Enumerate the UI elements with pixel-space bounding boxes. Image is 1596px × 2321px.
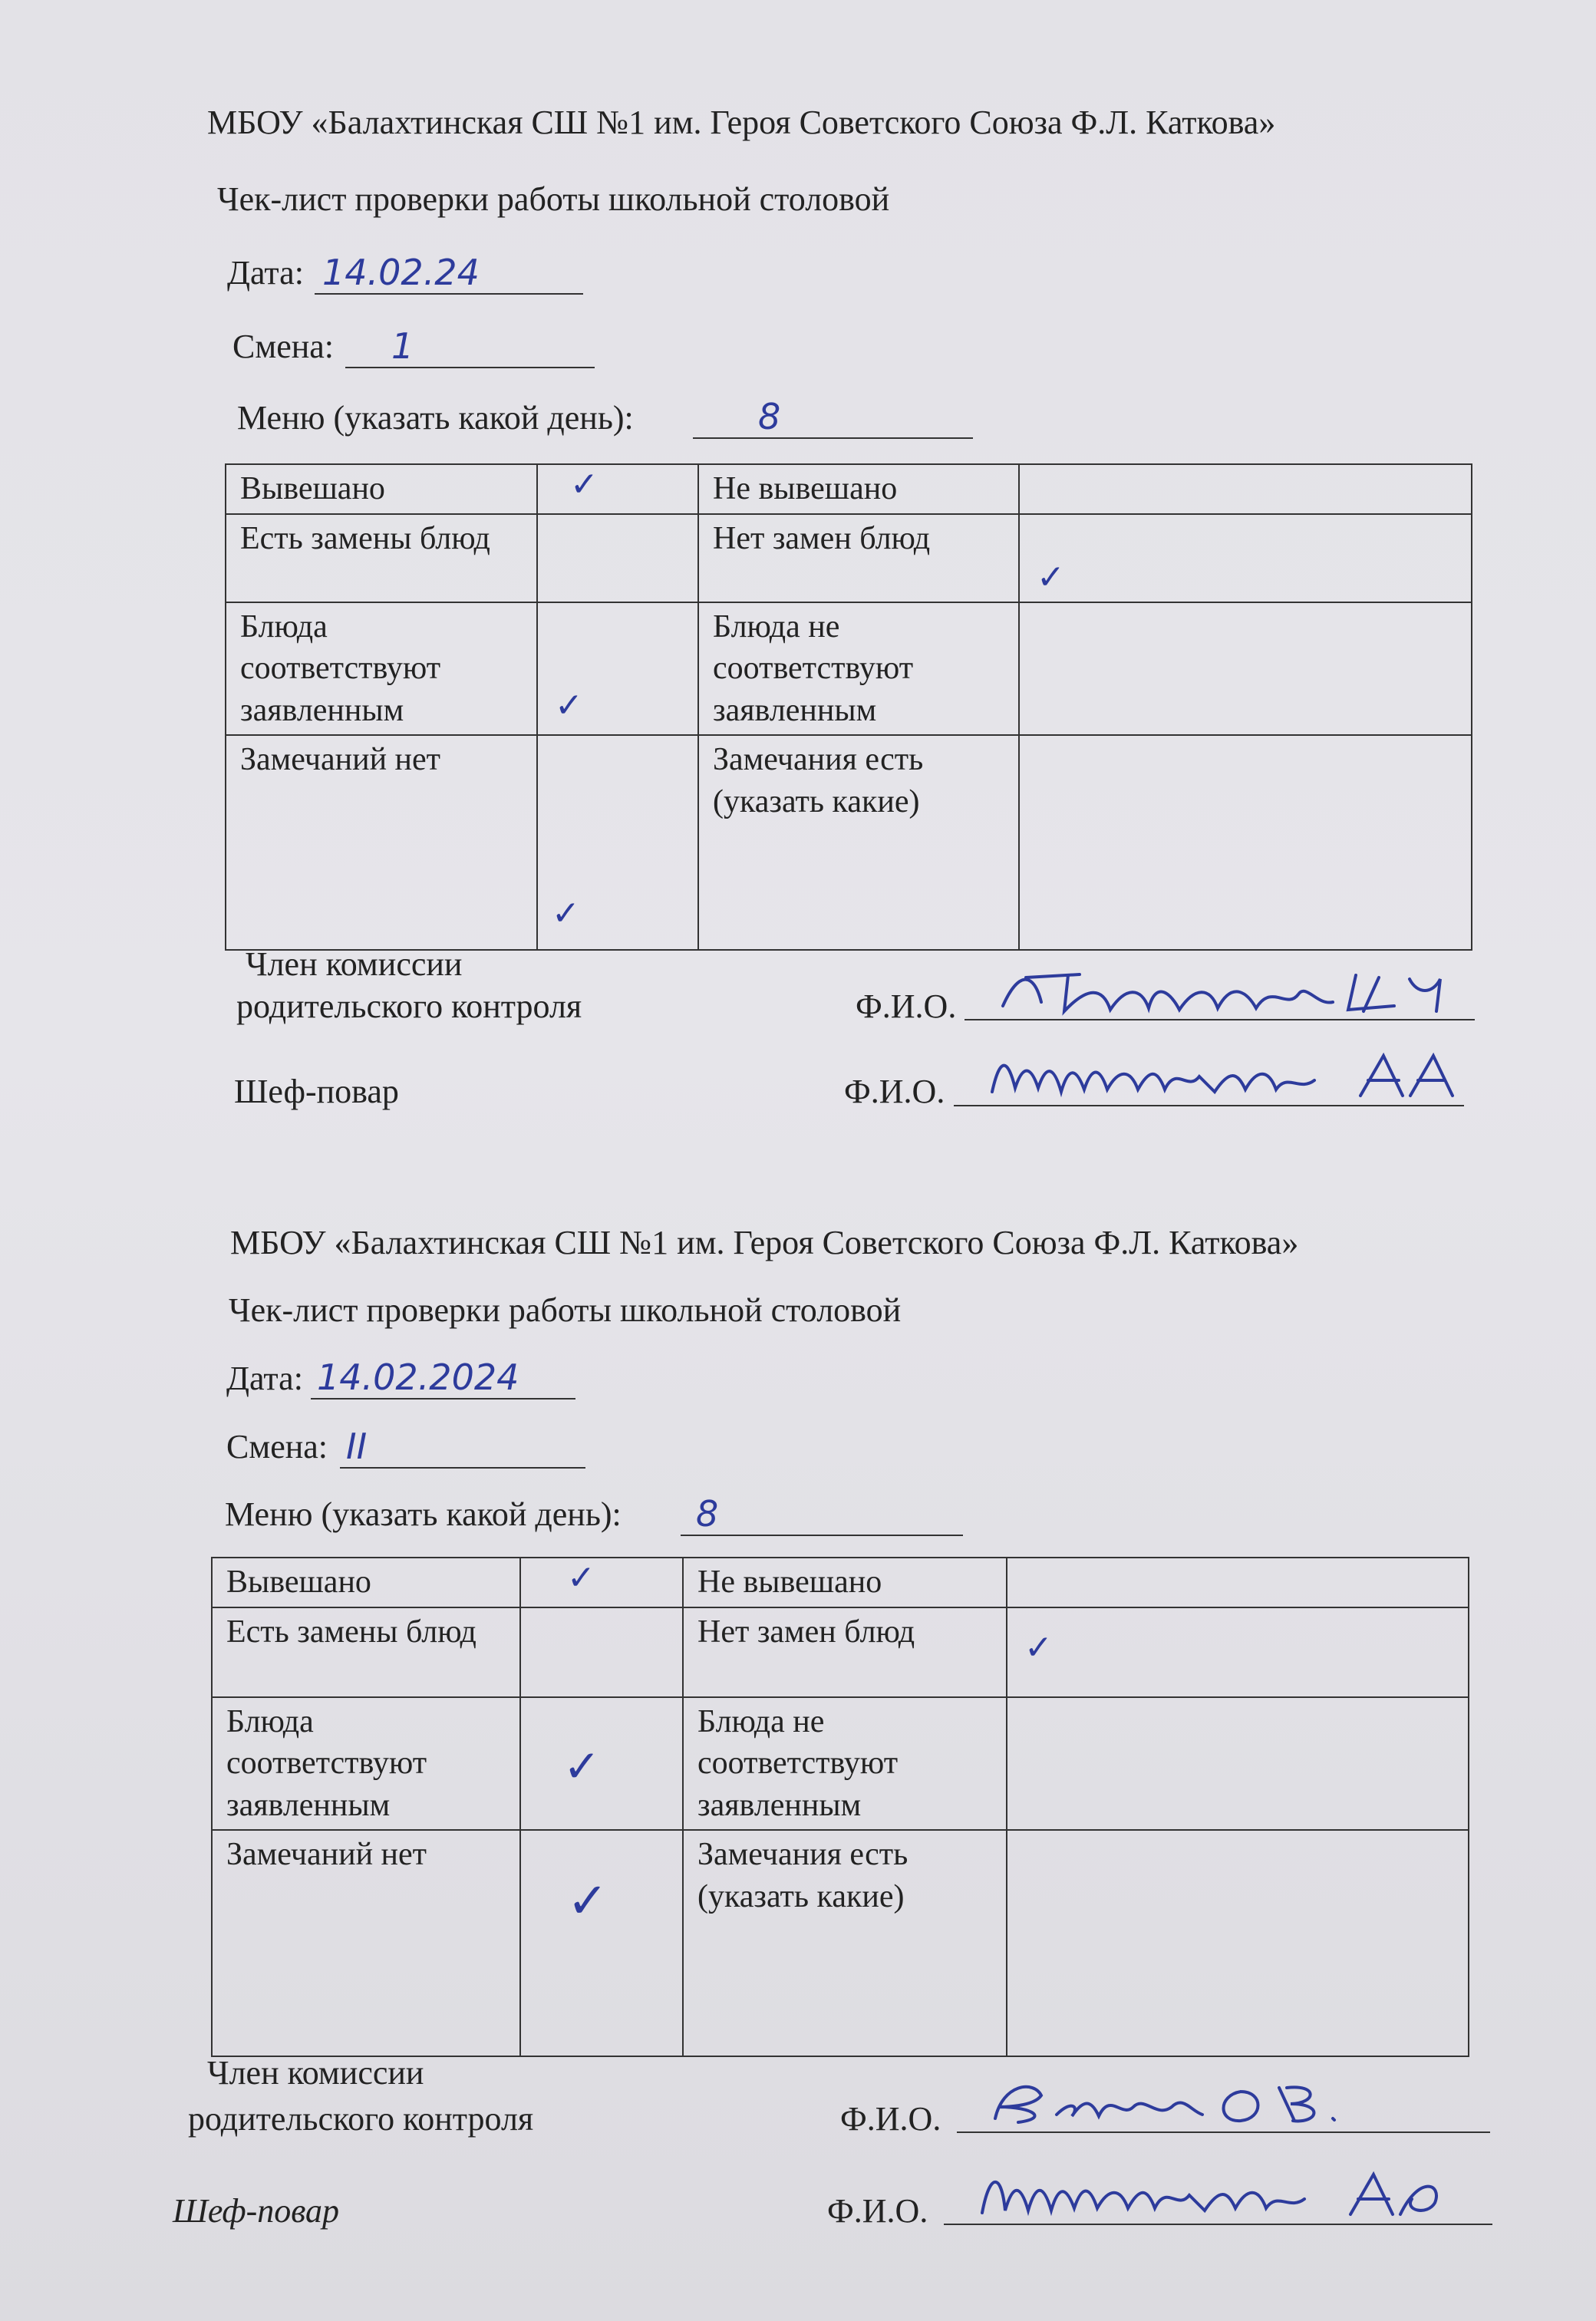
- menu-day-field[interactable]: [693, 397, 973, 439]
- table-row: [226, 514, 1472, 602]
- check-cell[interactable]: [1019, 602, 1472, 736]
- check-cell[interactable]: [1007, 1697, 1469, 1831]
- date-field[interactable]: [315, 253, 583, 295]
- menu-day-value: 8: [758, 396, 781, 437]
- member-label-line2: родительского контроля: [188, 2100, 534, 2138]
- chef-signature: [974, 2168, 1450, 2222]
- date-value: 14.02.2024: [317, 1357, 519, 1398]
- date-label: Дата:: [227, 254, 304, 292]
- check-mark: ✓: [1024, 1627, 1053, 1667]
- chef-signature-field[interactable]: [954, 1067, 1464, 1106]
- member-label-line1: Член комиссии: [207, 2054, 424, 2092]
- row-label: Блюда не соответствуют заявленным: [683, 1697, 1007, 1831]
- chef-signature-field[interactable]: [944, 2185, 1492, 2225]
- table-row: [212, 1697, 1469, 1831]
- form-title: Чек-лист проверки работы школьной столовой: [217, 180, 890, 218]
- table-row: [212, 1830, 1469, 2056]
- menu-label: Меню (указать какой день):: [225, 1495, 622, 1533]
- shift-label: Смена:: [226, 1428, 328, 1465]
- row-label: Блюда соответствуют заявленным: [212, 1697, 520, 1831]
- member-label-line2: родительского контроля: [236, 987, 582, 1025]
- chef-signature: [984, 1050, 1460, 1103]
- check-cell[interactable]: [1019, 464, 1472, 514]
- row-label: Замечаний нет: [212, 1830, 520, 2056]
- check-cell[interactable]: [537, 464, 698, 514]
- row-label: Нет замен блюд: [698, 514, 1019, 602]
- member-signature-field[interactable]: [965, 981, 1475, 1020]
- check-mark: ✓: [555, 685, 583, 725]
- member-label-line1: Член комиссии: [246, 945, 463, 983]
- checklist-table: [211, 1557, 1469, 2057]
- row-label: Блюда не соответствуют заявленным: [698, 602, 1019, 736]
- shift-field[interactable]: [345, 327, 595, 368]
- row-label: Замечания есть (указать какие): [683, 1830, 1007, 2056]
- check-mark: ✓: [1037, 557, 1065, 597]
- member-signature: [988, 2076, 1463, 2130]
- check-cell[interactable]: [520, 1830, 683, 2056]
- school-name: МБОУ «Балахтинская СШ №1 им. Героя Советского Союза Ф.Л. Каткова»: [207, 104, 1276, 141]
- fio-label: Ф.И.О.: [844, 1073, 945, 1110]
- check-cell[interactable]: [520, 1697, 683, 1831]
- menu-label: Меню (указать какой день):: [237, 399, 634, 437]
- check-cell[interactable]: [1019, 514, 1472, 602]
- check-cell[interactable]: [537, 514, 698, 602]
- check-mark: ✓: [570, 465, 598, 504]
- row-label: Не вывешано: [683, 1558, 1007, 1607]
- school-name: МБОУ «Балахтинская СШ №1 им. Героя Советского Союза Ф.Л. Каткова»: [230, 1224, 1299, 1261]
- check-mark: ✓: [563, 1739, 601, 1792]
- check-cell[interactable]: [537, 735, 698, 950]
- check-cell[interactable]: [537, 602, 698, 736]
- chef-label: Шеф-повар: [234, 1073, 399, 1110]
- checklist-table: [225, 463, 1472, 951]
- row-label: Нет замен блюд: [683, 1607, 1007, 1697]
- table-row: [212, 1607, 1469, 1697]
- row-label: Есть замены блюд: [226, 514, 537, 602]
- check-mark: ✓: [567, 1873, 608, 1930]
- shift-label: Смена:: [232, 328, 335, 365]
- form-title: Чек-лист проверки работы школьной столовой: [229, 1291, 902, 1329]
- row-label: Замечаний нет: [226, 735, 537, 950]
- member-signature-field[interactable]: [957, 2093, 1490, 2133]
- shift-value: 1: [391, 325, 414, 367]
- table-row: [226, 735, 1472, 950]
- check-cell[interactable]: [1007, 1558, 1469, 1607]
- member-signature: [995, 964, 1471, 1017]
- check-mark: ✓: [567, 1558, 595, 1597]
- shift-value: II: [346, 1426, 368, 1467]
- menu-day-value: 8: [696, 1493, 719, 1535]
- row-label: Есть замены блюд: [212, 1607, 520, 1697]
- check-cell[interactable]: [520, 1607, 683, 1697]
- row-label: Замечания есть (указать какие): [698, 735, 1019, 950]
- fio-label: Ф.И.О.: [827, 2192, 928, 2230]
- date-label: Дата:: [226, 1360, 303, 1397]
- table-row: [212, 1558, 1469, 1607]
- row-label: Блюда соответствуют заявленным: [226, 602, 537, 736]
- check-cell[interactable]: [1019, 735, 1472, 950]
- row-label: Вывешано: [226, 464, 537, 514]
- menu-day-field[interactable]: [681, 1495, 963, 1536]
- row-label: Вывешано: [212, 1558, 520, 1607]
- check-cell[interactable]: [1007, 1830, 1469, 2056]
- table-row: [226, 464, 1472, 514]
- shift-field[interactable]: [340, 1427, 585, 1469]
- fio-label: Ф.И.О.: [840, 2100, 941, 2138]
- chef-label: Шеф-повар: [173, 2192, 340, 2230]
- date-field[interactable]: [311, 1358, 575, 1400]
- date-value: 14.02.24: [322, 252, 480, 293]
- fio-label: Ф.И.О.: [856, 987, 957, 1025]
- check-mark: ✓: [552, 894, 580, 934]
- check-cell[interactable]: [1007, 1607, 1469, 1697]
- check-cell[interactable]: [520, 1558, 683, 1607]
- table-row: [226, 602, 1472, 736]
- row-label: Не вывешано: [698, 464, 1019, 514]
